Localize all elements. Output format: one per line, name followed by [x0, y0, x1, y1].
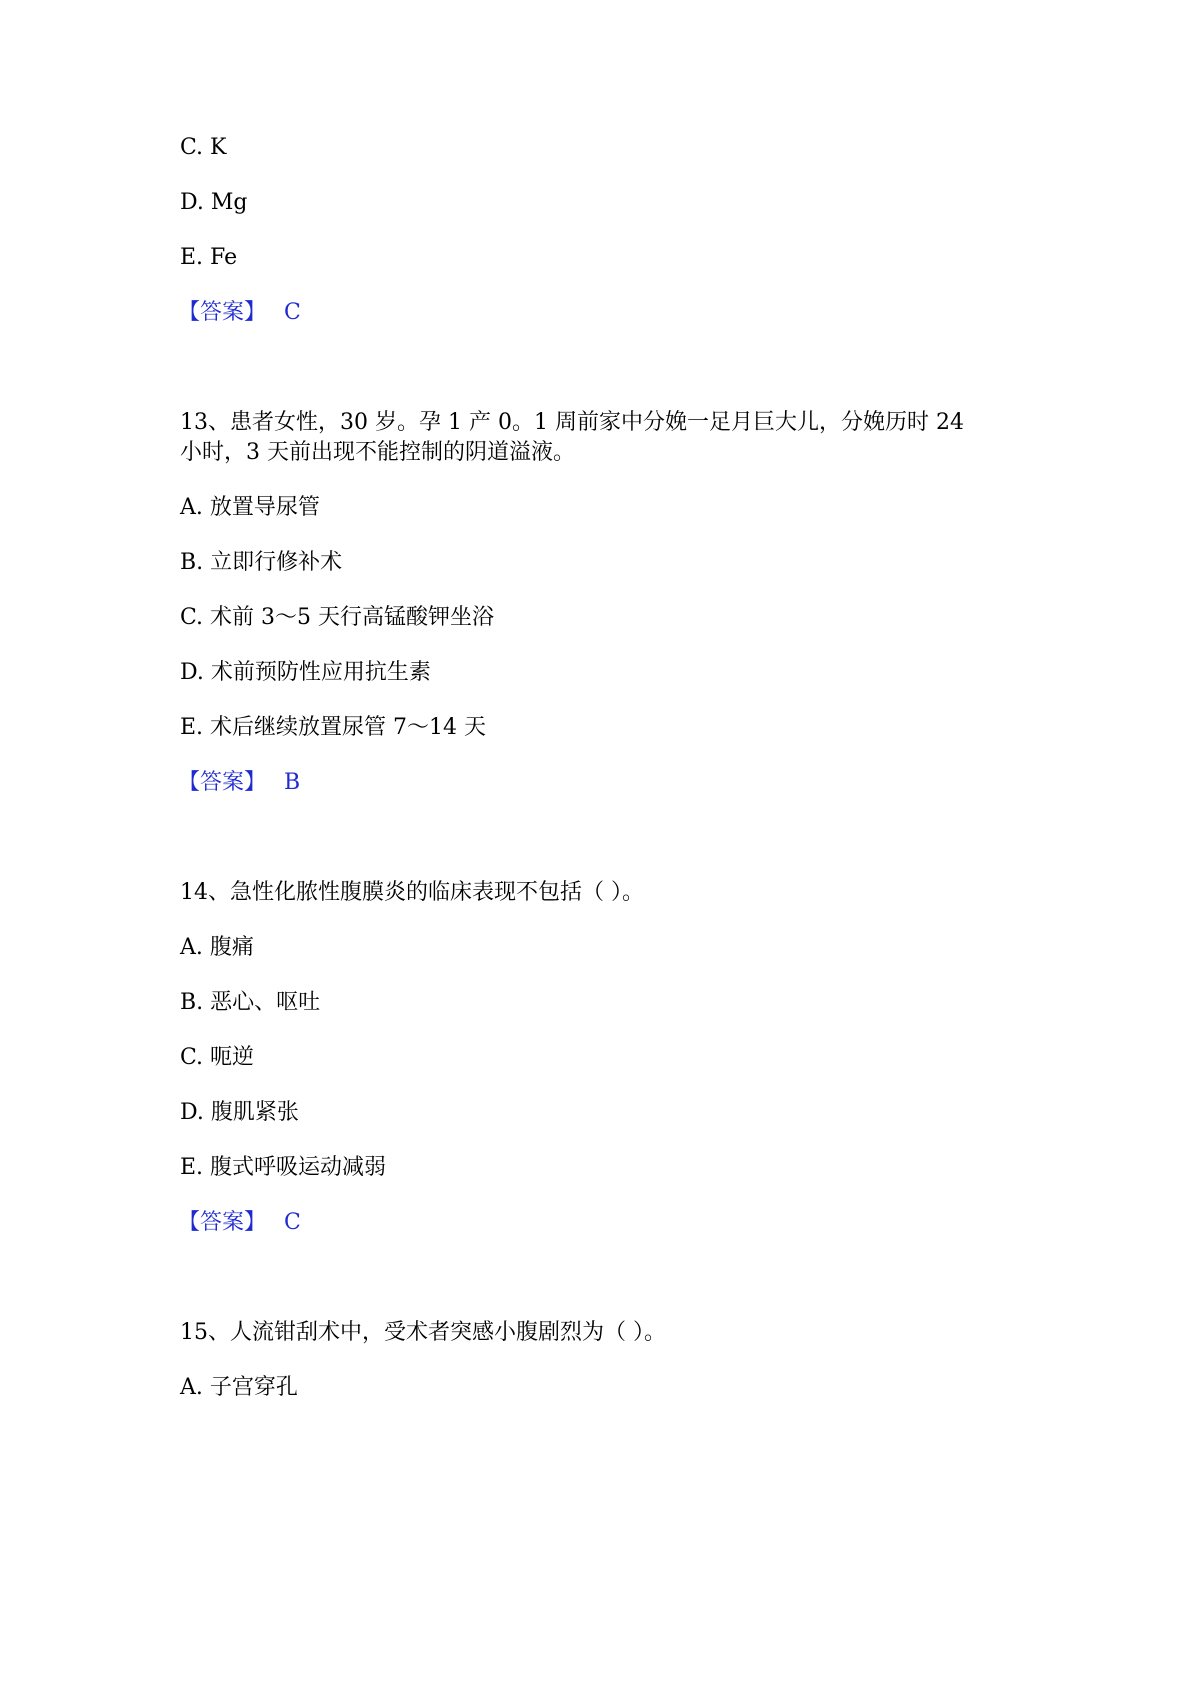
q14-option-c: C. 呃逆: [180, 1045, 255, 1070]
answer-value: C: [284, 1210, 301, 1235]
q15-option-a: A. 子宫穿孔: [180, 1375, 298, 1400]
q13-stem-line-2: 小时，3 天前出现不能控制的阴道溢液。: [180, 440, 575, 465]
answer-value: B: [284, 770, 301, 795]
answer-label: 【答案】: [178, 770, 267, 795]
q15-stem: 15、人流钳刮术中，受术者突感小腹剧烈为（ ）。: [180, 1320, 666, 1345]
q14-answer: [178, 1208, 301, 1238]
q13-option-b: B. 立即行修补术: [180, 550, 343, 575]
answer-value: C: [284, 300, 301, 325]
answer-label: 【答案】: [178, 300, 267, 325]
q13-option-e: E. 术后继续放置尿管 7～14 天: [180, 715, 487, 740]
answer-label: 【答案】: [178, 1210, 267, 1235]
q13-option-d: D. 术前预防性应用抗生素: [180, 660, 431, 685]
q12-option-d: D. Mg: [180, 190, 248, 215]
q12-option-e: E. Fe: [180, 245, 238, 270]
q14-option-e: E. 腹式呼吸运动减弱: [180, 1155, 387, 1180]
q13-option-a: A. 放置导尿管: [180, 495, 320, 520]
q14-option-a: A. 腹痛: [180, 935, 254, 960]
q14-stem: 14、急性化脓性腹膜炎的临床表现不包括（ ）。: [180, 880, 644, 905]
q12-option-c: C. K: [180, 135, 227, 160]
q14-option-d: D. 腹肌紧张: [180, 1100, 299, 1125]
q14-option-b: B. 恶心、呕吐: [180, 990, 321, 1015]
q13-option-c: C. 术前 3～5 天行高锰酸钾坐浴: [180, 605, 495, 630]
q12-answer: [178, 298, 301, 328]
q13-answer: [178, 768, 300, 798]
q13-stem-line-1: 13、患者女性，30 岁。孕 1 产 0。1 周前家中分娩一足月巨大儿，分娩历时 24: [180, 410, 964, 435]
